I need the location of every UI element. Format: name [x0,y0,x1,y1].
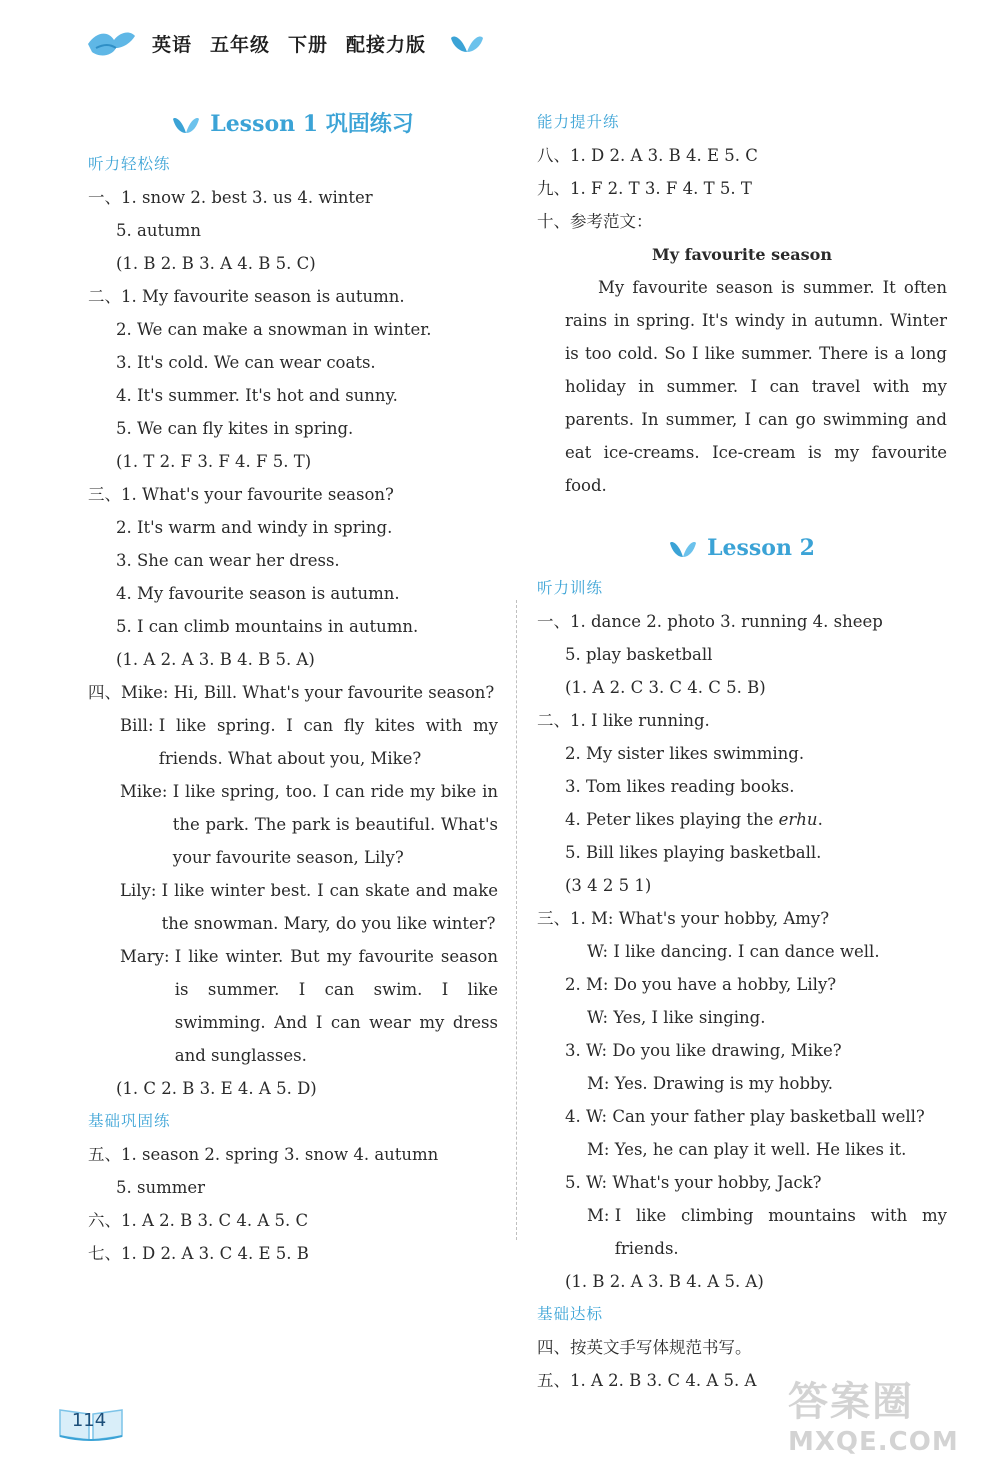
dialogue-text: Yes, I like singing. [613,1008,766,1027]
watermark [788,1370,988,1456]
answer-text: 1. I like running. [570,711,710,730]
answer-line: 2. My sister likes swimming. [565,744,805,763]
answer-line: 3. It's cold. We can wear coats. [116,353,376,372]
answer-text: 1. A 2. B 3. C 4. A 5. A [570,1371,757,1390]
dialogue-line [537,1067,947,1100]
section-heading: 听力训练 [537,579,604,597]
answer-text: 1. My favourite season is autumn. [121,287,405,306]
question-number: 二、 [537,711,570,730]
question-number: 五、 [537,1371,570,1390]
dialogue-line [88,940,498,1072]
answer-line: 4. It's summer. It's hot and sunny. [116,386,398,405]
answer-line: (1. A 2. C 3. C 4. C 5. B) [565,678,766,697]
answer-line: 5. Bill likes playing basketball. [565,843,822,862]
dialogue-line [537,1166,947,1199]
column-divider [516,600,517,1240]
answer-line: 5. autumn [116,221,201,240]
answer-line: (1. A 2. A 3. B 4. B 5. A) [116,650,315,669]
question-number: 六、 [88,1211,121,1230]
dialogue-line [537,935,947,968]
lesson-1-title [88,100,498,148]
item-number: 3. [565,1041,581,1060]
answer-line [537,205,947,238]
dialogue-text: I like winter. But my favourite season is summer. I can swim. I like swimming. And I can wear my dress and sunglasses. [174,947,498,1065]
speaker: W: [586,1041,608,1060]
answer-line: (1. T 2. F 3. F 4. F 5. T) [116,452,312,471]
answer-line: (1. B 2. B 3. A 4. B 5. C) [116,254,316,273]
answer-line [88,1237,498,1270]
answer-line: 5. I can climb mountains in autumn. [116,617,419,636]
answer-text: 1. D 2. A 3. C 4. E 5. B [121,1244,309,1263]
dialogue-line [537,1133,947,1166]
dialogue-line [537,1100,947,1133]
section-heading: 基础达标 [537,1305,604,1323]
answer-line: 2. It's warm and windy in spring. [116,518,393,537]
answer-line [88,181,498,214]
answer-text: 1. season 2. spring 3. snow 4. autumn [121,1145,439,1164]
dialogue-line [537,968,947,1001]
dialogue-text: Can your father play basketball well? [612,1107,925,1126]
speaker: M: [587,1140,610,1159]
dialogue-text: I like climbing mountains with my friends. [614,1206,947,1258]
answer-line: 5. We can fly kites in spring. [116,419,354,438]
left-column [88,100,498,1270]
answer-line [537,605,947,638]
speaker: Mike: [120,782,168,801]
page-number [58,1406,124,1442]
lesson-2-title-text: Lesson 2 [707,535,815,561]
dialogue-text: What's your hobby, Amy? [618,909,830,928]
butterfly-icon [669,538,697,560]
dialogue-line [537,902,947,935]
essay-title: My favourite season [652,245,832,264]
answer-text: 1. What's your favourite season? [121,485,394,504]
grade: 五年级 [210,34,271,56]
answer-line [537,803,947,836]
section-heading: 基础巩固练 [88,1112,171,1130]
speaker: Lily: [120,881,157,900]
page-header [0,0,1000,80]
dialogue-text: I like spring, too. I can ride my bike in the park. The park is beautiful. What's your favourite season, Lily? [172,782,498,867]
essay [537,271,947,502]
answer-text: 1. dance 2. photo 3. running 4. sheep [570,612,883,631]
question-number: 八、 [537,146,570,165]
butterfly-icon [172,114,200,136]
answer-line [537,139,947,172]
question-number: 四、 [88,683,121,702]
dialogue-text: I like winter best. I can skate and make the snowman. Mary, do you like winter? [161,881,498,933]
question-number: 二、 [88,287,121,306]
section-heading: 听力轻松练 [88,155,171,173]
dialogue-line [537,1001,947,1034]
answer-line [537,172,947,205]
answer-text: 1. D 2. A 3. B 4. E 5. C [570,146,758,165]
item-number: 1. [570,909,586,928]
butterfly-icon [450,32,484,56]
answer-line: (3 4 2 5 1) [565,876,652,895]
watermark-line-1: 答案圈 [788,1379,914,1425]
question-number: 十、 [537,212,570,231]
section-heading: 能力提升练 [537,113,620,131]
answer-text: 1. snow 2. best 3. us 4. winter [121,188,373,207]
watermark-line-2: MXQE.COM [788,1427,959,1457]
dialogue-line [88,676,498,709]
lesson-2-title [537,524,947,572]
speaker: W: [586,1173,608,1192]
answer-line: (1. C 2. B 3. E 4. A 5. D) [116,1079,317,1098]
item-number: 4. [565,1107,581,1126]
speaker: Mike: [121,683,169,702]
item-number: 2. [565,975,581,994]
question-number: 三、 [88,485,121,504]
dialogue-line [537,1034,947,1067]
speaker: Mary: [120,947,170,966]
question-number: 五、 [88,1145,121,1164]
item-number: 5. [565,1173,581,1192]
dialogue-text: Hi, Bill. What's your favourite season? [173,683,495,702]
speaker: M: [586,975,609,994]
speaker: M: [587,1074,610,1093]
dialogue-text: Do you have a hobby, Lily? [613,975,837,994]
answer-line: (1. B 2. A 3. B 4. A 5. A) [565,1272,764,1291]
dialogue-line [537,1199,947,1265]
speaker: W: [587,942,609,961]
dialogue-text: What's your hobby, Jack? [612,1173,822,1192]
answer-text: 1. A 2. B 3. C 4. A 5. C [121,1211,309,1230]
speaker: W: [586,1107,608,1126]
lesson-1-title-text: Lesson 1 巩固练习 [210,111,414,137]
dialogue-line [88,709,498,775]
answer-text: . [817,810,823,829]
right-column [537,106,947,1397]
answer-line: 4. My favourite season is autumn. [116,584,400,603]
question-number: 四、 [537,1338,570,1357]
volume: 下册 [288,34,329,56]
answer-line: 5. summer [116,1178,206,1197]
answer-text: 4. Peter likes playing the [565,810,779,829]
question-number: 一、 [537,612,570,631]
speaker: Bill: [120,716,154,735]
dialogue-line [88,775,498,874]
dialogue-text: I like dancing. I can dance well. [613,942,880,961]
subject: 英语 [152,34,193,56]
dialogue-text: Yes. Drawing is my hobby. [614,1074,833,1093]
dialogue-text: Yes, he can play it well. He likes it. [614,1140,907,1159]
page-number-text: 114 [71,1410,107,1431]
question-number: 一、 [88,188,121,207]
question-number: 九、 [537,179,570,198]
answer-label: 参考范文： [570,212,653,231]
answer-line: 5. play basketball [565,645,713,664]
speaker: W: [587,1008,609,1027]
bird-icon [86,26,136,60]
answer-line: 3. She can wear her dress. [116,551,340,570]
answer-line: 2. We can make a snowman in winter. [116,320,432,339]
dialogue-text: Do you like drawing, Mike? [612,1041,842,1060]
answer-line [537,1331,947,1364]
answer-line [88,280,498,313]
answer-line: 3. Tom likes reading books. [565,777,795,796]
answer-text-italic: erhu [778,810,818,829]
question-number: 七、 [88,1244,121,1263]
dialogue-text: I like spring. I can fly kites with my friends. What about you, Mike? [158,716,498,768]
answer-line [88,1138,498,1171]
book-title [152,30,444,57]
dialogue-line [88,874,498,940]
answer-text: 1. F 2. T 3. F 4. T 5. T [570,179,752,198]
answer-line [88,478,498,511]
answer-text: 按英文手写体规范书写。 [570,1338,752,1357]
answer-line [537,704,947,737]
question-number: 三、 [537,909,570,928]
edition: 配接力版 [346,34,427,56]
speaker: M: [591,909,614,928]
answer-line [88,1204,498,1237]
essay-body: My favourite season is summer. It often rains in spring. It's windy in autumn. Winter is too cold. So I like summer. There is a long holiday in summer. I can travel with my parents. In summer, I can go swimming and eat ice-creams. Ice-cream is my favourite food. [565,278,947,495]
speaker: M: [587,1206,610,1225]
